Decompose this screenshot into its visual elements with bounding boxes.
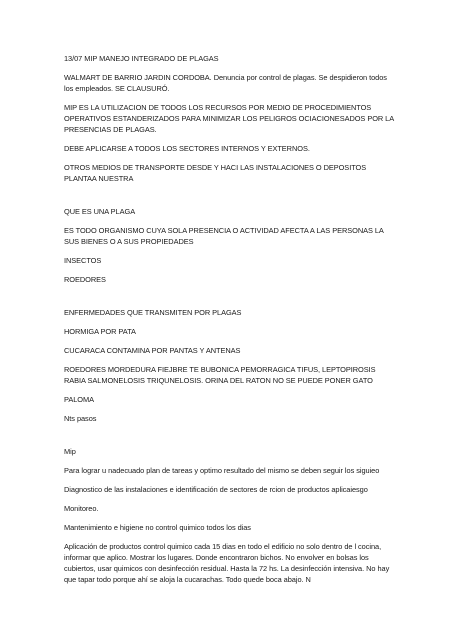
paragraph: Para lograr u nadecuado plan de tareas y optimo resultado del mismo se deben seguir los siguieo [64, 466, 380, 475]
paragraph: Nts pasos [64, 414, 97, 423]
paragraph: HORMIGA POR PATA [64, 327, 136, 336]
section-heading: ENFERMEDADES QUE TRANSMITEN POR PLAGAS [64, 308, 242, 317]
paragraph: DEBE APLICARSE A TODOS LOS SECTORES INTERNOS Y EXTERNOS. [64, 144, 310, 153]
paragraph: CUCARACA CONTAMINA POR PANTAS Y ANTENAS [64, 346, 241, 355]
document-title: 13/07 MIP MANEJO INTEGRADO DE PLAGAS [64, 54, 219, 63]
paragraph: MIP ES LA UTILIZACION DE TODOS LOS RECURSOS POR MEDIO DE PROCEDIMIENTOS OPERATIVOS ESTANDERIZADOS PARA MINIMIZAR LOS PELIGROS OCIACIONESADOS POR LA PRESENCIAS DE PLAGAS. [64, 103, 394, 134]
paragraph: ROEDORES MORDEDURA FIEJBRE TE BUBONICA PEMORRAGICA TIFUS, LEPTOPIROSIS RABIA SALMONELOSIS TRIQUNELOSIS. ORINA DEL RATON NO SE PUEDE PONER GATO [64, 365, 376, 385]
paragraph: Monitoreo. [64, 504, 99, 513]
paragraph: ES TODO ORGANISMO CUYA SOLA PRESENCIA O ACTIVIDAD AFECTA A LAS PERSONAS LA SUS BIENES O A SUS PROPIEDADES [64, 226, 384, 246]
paragraph: OTROS MEDIOS DE TRANSPORTE DESDE Y HACI LAS INSTALACIONES O DEPOSITOS PLANTAA NUESTRA [64, 163, 367, 183]
paragraph: Diagnostico de las instalaciones e identificación de sectores de rcion de productos aplicaiesgo [64, 485, 368, 494]
paragraph: ROEDORES [64, 275, 106, 284]
paragraph: INSECTOS [64, 256, 102, 265]
paragraph: WALMART DE BARRIO JARDIN CORDOBA. Denuncia por control de plagas. Se despidieron todos los empleados. SE CLAUSURÓ. [64, 73, 387, 93]
paragraph: PALOMA [64, 395, 94, 404]
paragraph: Mantenimiento e higiene no control quimico todos los dias [64, 523, 251, 532]
section-heading: Mip [64, 447, 76, 456]
section-heading: QUE ES UNA PLAGA [64, 207, 136, 216]
paragraph: Aplicación de productos control quimico cada 15 dias en todo el edificio no solo dentro de l cocina, informar que aplico. Mostrar los lugares. Donde encontraron bichos. No envolver en bolsas los cubiertos, usar quimicos con desinfección residual. Hasta la 72 hs. La desinfección intensiva. No hay que tapar todo porque ahí se aloja la cucarachas. Todo quede boca abajo. N [64, 542, 390, 584]
document-body [64, 53, 394, 593]
